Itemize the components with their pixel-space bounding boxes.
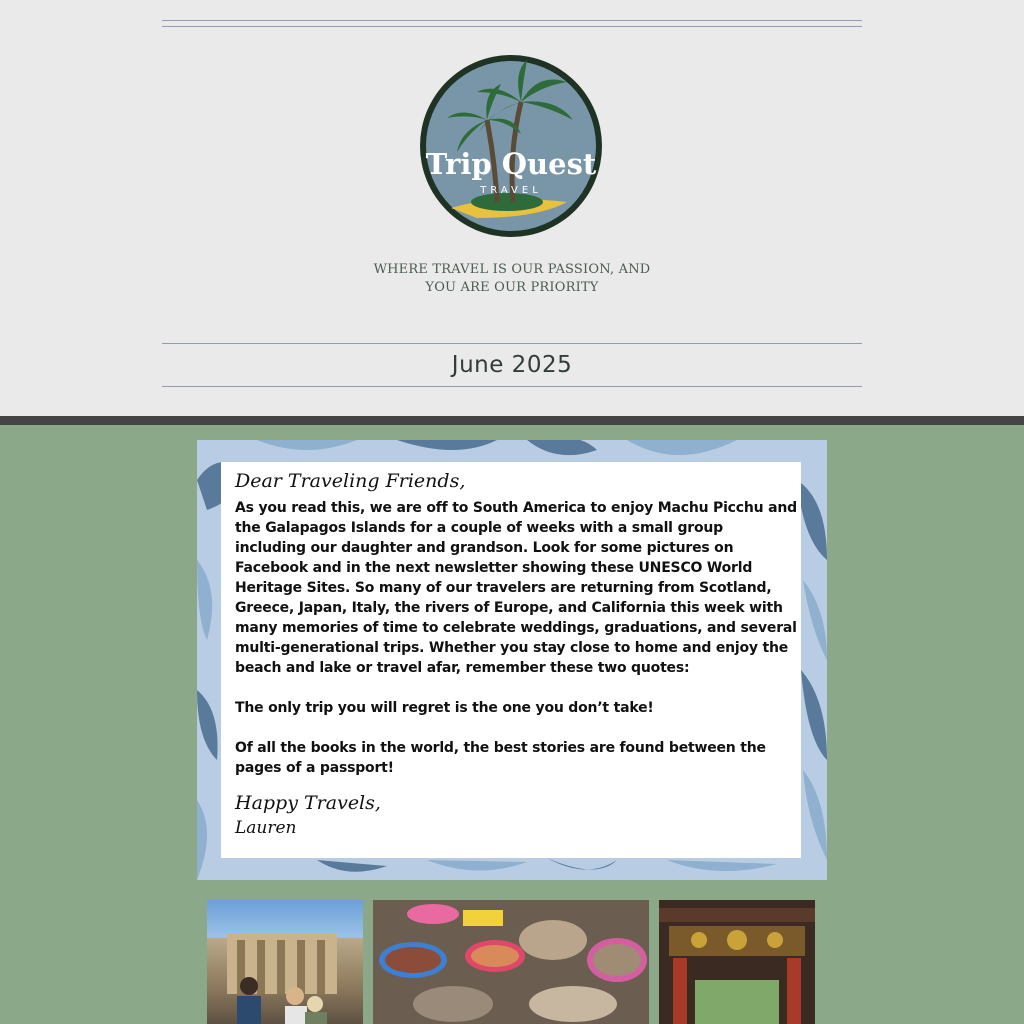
month-divider-bottom [162, 386, 862, 387]
letter-quote-1: The only trip you will regret is the one you don’t take! [235, 700, 654, 716]
photo-seafood-market[interactable] [373, 900, 649, 1024]
month-divider-top [162, 343, 862, 344]
tagline-line-1: WHERE TRAVEL IS OUR PASSION, AND [373, 262, 651, 277]
logo-brand-text: Trip Quest [425, 147, 597, 181]
letter-body: As you read this, we are off to South America to enjoy Machu Picchu and the Galapagos Islands for a couple of weeks with a small group including our daughter and grandson. Look for some pictures on Facebook and in the next newsletter showing these UNESCO World Heritage Sites. So many of our travelers are returning from Scotland, Greece, Japan, Italy, the rivers of Europe, and California this week with many memories of time to celebrate weddings, graduations, and several multi-generational trips. Whether you stay close to home and enjoy the beach and lake or travel afar, remember these two quotes: [235, 500, 797, 676]
tagline [362, 261, 662, 297]
section-divider-bar [0, 416, 1024, 425]
top-divider-2 [162, 26, 862, 27]
letter-quote-2: Of all the books in the world, the best stories are found between the pages of a passport! [235, 740, 766, 776]
letter-card [221, 462, 801, 858]
letter-frame [197, 440, 827, 880]
trip-quest-logo[interactable] [417, 52, 605, 240]
newsletter-content [0, 425, 1024, 1024]
top-divider [162, 20, 862, 21]
photo-ruins-family[interactable] [207, 900, 363, 1024]
photo-temple-gate[interactable] [659, 900, 815, 1024]
logo-subtitle-text: TRAVEL [480, 185, 542, 196]
letter-greeting: Dear Traveling Friends, [235, 470, 466, 492]
letter-signoff: Happy Travels, [235, 792, 381, 814]
newsletter-header [0, 0, 1024, 416]
issue-month: June 2025 [451, 352, 573, 378]
tagline-line-2: YOU ARE OUR PRIORITY [425, 280, 599, 295]
letter-signature: Lauren [235, 818, 297, 838]
